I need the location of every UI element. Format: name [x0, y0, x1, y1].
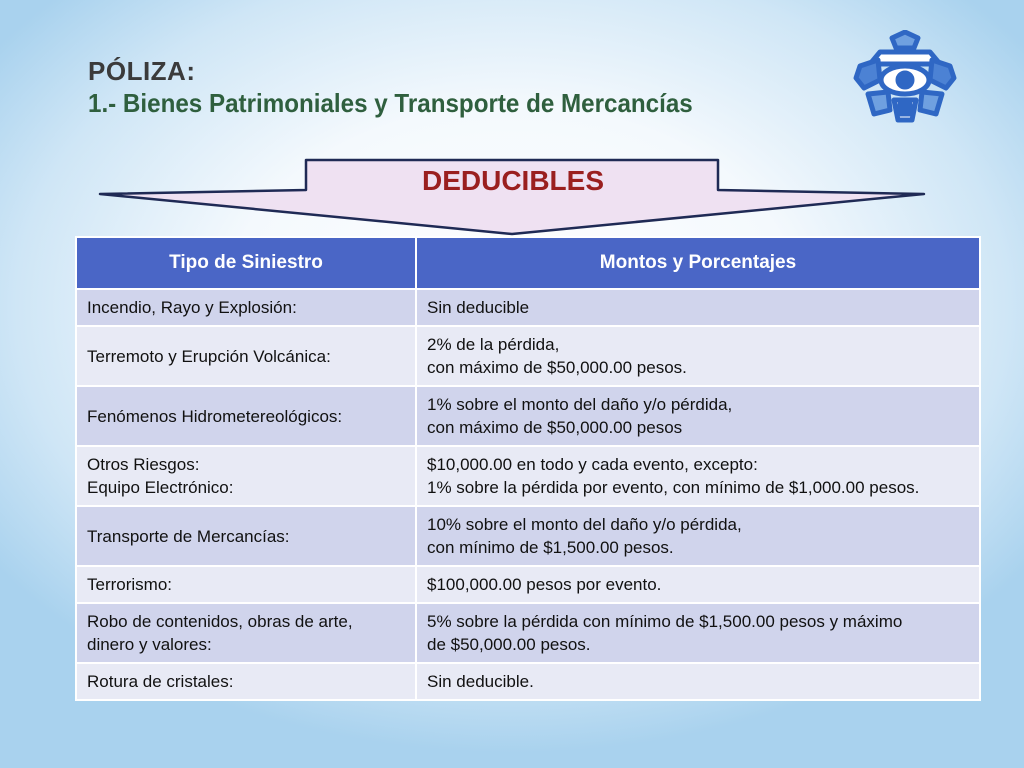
cell-tipo	[76, 326, 416, 386]
title-block	[88, 56, 738, 119]
table-header-row	[76, 237, 980, 289]
column-header-montos: Montos y Porcentajes	[416, 237, 980, 289]
table-row	[76, 663, 980, 700]
cell-tipo	[76, 603, 416, 663]
table-row	[76, 326, 980, 386]
cell-monto-line: de $50,000.00 pesos.	[427, 635, 591, 654]
cell-tipo-line: Terrorismo:	[87, 575, 173, 594]
column-header-tipo: Tipo de Siniestro	[76, 237, 416, 289]
cell-tipo	[76, 566, 416, 603]
cell-monto-line: Sin deducible	[427, 298, 530, 317]
deductibles-table	[75, 236, 981, 701]
cell-monto	[416, 663, 980, 700]
cell-monto-line: con máximo de $50,000.00 pesos	[427, 418, 683, 437]
cell-monto	[416, 386, 980, 446]
cell-monto-line: con mínimo de $1,500.00 pesos.	[427, 538, 674, 557]
deducibles-title: DEDUCIBLES	[421, 165, 604, 196]
cell-tipo-line: Incendio, Rayo y Explosión:	[87, 298, 297, 317]
cell-monto-line: 10% sobre el monto del daño y/o pérdida,	[427, 515, 742, 534]
cell-tipo-line: Transporte de Mercancías:	[87, 526, 290, 546]
table-row	[76, 603, 980, 663]
cell-tipo-line: Rotura de cristales:	[87, 672, 234, 691]
cell-monto	[416, 566, 980, 603]
cell-monto-line: con máximo de $50,000.00 pesos.	[427, 358, 687, 377]
institutional-emblem-icon	[850, 30, 960, 125]
table-row	[76, 289, 980, 326]
cell-monto-line: 1% sobre la pérdida por evento, con mínimo de $1,000.00 pesos.	[427, 478, 920, 497]
cell-monto	[416, 506, 980, 566]
cell-tipo	[76, 386, 416, 446]
cell-tipo	[76, 289, 416, 326]
cell-tipo	[76, 663, 416, 700]
table-row	[76, 446, 980, 506]
table-row	[76, 506, 980, 566]
cell-monto-line: $10,000.00 en todo y cada evento, excepto:	[427, 455, 758, 474]
cell-tipo-line: Terremoto y Erupción Volcánica:	[87, 346, 331, 366]
poliza-label: PÓLIZA:	[88, 56, 196, 86]
cell-monto	[416, 326, 980, 386]
cell-monto-line: Sin deducible.	[427, 672, 534, 691]
cell-monto-line: $100,000.00 pesos por evento.	[427, 575, 662, 594]
cell-tipo-line: Otros Riesgos:	[87, 455, 200, 474]
cell-tipo-line: Fenómenos Hidrometereológicos:	[87, 406, 343, 426]
cell-monto	[416, 603, 980, 663]
cell-monto-line: 1% sobre el monto del daño y/o pérdida,	[427, 395, 733, 414]
cell-tipo-line: Robo de contenidos, obras de arte,	[87, 612, 353, 631]
cell-monto-line: 2% de la pérdida,	[427, 335, 560, 354]
page-title: 1.- Bienes Patrimoniales y Transporte de Mercancías	[88, 88, 693, 118]
cell-monto	[416, 446, 980, 506]
table-row	[76, 386, 980, 446]
table-row	[76, 566, 980, 603]
cell-tipo-line: dinero y valores:	[87, 635, 212, 654]
cell-monto-line: 5% sobre la pérdida con mínimo de $1,500.00 pesos y máximo	[427, 612, 903, 631]
cell-tipo	[76, 506, 416, 566]
cell-tipo	[76, 446, 416, 506]
cell-monto	[416, 289, 980, 326]
cell-tipo-line: Equipo Electrónico:	[87, 478, 234, 497]
